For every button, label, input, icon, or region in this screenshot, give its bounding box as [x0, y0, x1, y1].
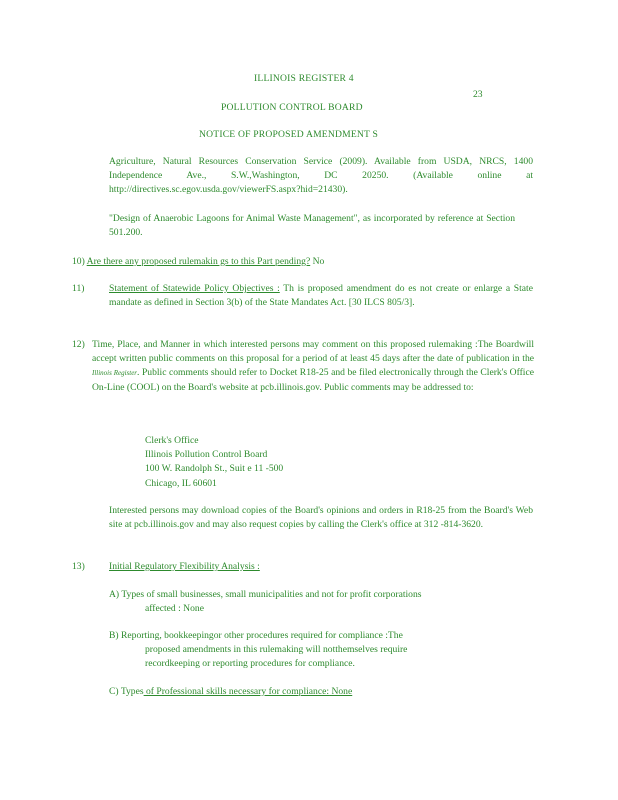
header-board: POLLUTION CONTROL BOARD [221, 102, 363, 113]
item-11-text: Th is proposed amendment do es not create or enlarge a State mandate as defined in Section 3(b) of the State Mandates Act. [30 ILCS 805/3]. [109, 283, 533, 309]
clerk-address [145, 434, 283, 491]
register-italic: Illinois Register [92, 369, 138, 378]
item-11-heading: Statement of Statewide Policy Objectives : [109, 283, 280, 294]
address-line: Chicago, IL 60601 [145, 477, 217, 489]
item-10-answer: No [312, 256, 325, 267]
item-12-text-b: . Public comments should refer to Docket R18-25 and be filed electronically through the Clerk's Office On-Line (COOL) on the Board's website at pcb.illinois.gov. Public comments may be addressed to: [92, 367, 534, 393]
lagoons-reference: "Design of Anaerobic Lagoons for Animal Waste Management", as incorporated by reference at Section 501.200. [109, 213, 515, 239]
item-13c-label: C) Types [109, 686, 144, 697]
item-13c-answer: None [329, 686, 353, 697]
page-number: 23 [473, 89, 483, 100]
item-10-question: Are there any proposed rulemakin gs to this Part pending? [86, 256, 311, 267]
item-12-text-a: Time, Place, and Manner in which interested persons may comment on this proposed rulemaking :The Boardwill accept written public comments on this proposal for a period of at least 45 days after the date of publication in the [92, 339, 534, 365]
item-13a: A) Types of small businesses, small municipalities and not for profit corporations [109, 589, 422, 600]
item-11-statement [109, 282, 533, 310]
header-register: ILLINOIS REGISTER 4 [254, 73, 354, 84]
download-notice: Interested persons may download copies of the Board's opinions and orders in R18-25 from the Board's Web site at pcb.illinois.gov and may also request copies by calling the Clerk's office at 312 -814-3620. [109, 505, 533, 531]
item-12-comment-text [92, 338, 534, 395]
item-10 [72, 255, 324, 269]
item-13c-text: of Professional skills necessary for compliance: [143, 686, 330, 697]
item-13-heading: Initial Regulatory Flexibility Analysis : [109, 561, 260, 572]
item-13c [109, 685, 352, 699]
item-12-number: 12) [72, 339, 85, 350]
item-13b: B) Reporting, bookkeepingor other procedures required for compliance :The [109, 630, 403, 641]
address-line: 100 W. Randolph St., Suit e 11 -500 [145, 463, 284, 475]
header-notice: NOTICE OF PROPOSED AMENDMENT S [199, 129, 379, 140]
item-13b-cont1: proposed amendments in this rulemaking will notthemselves require [145, 644, 408, 655]
address-line: Illinois Pollution Control Board [145, 449, 268, 461]
item-11-number: 11) [72, 283, 85, 294]
usda-reference: Agriculture, Natural Resources Conservation Service (2009). Available from USDA, NRCS, 1400 Independence Ave., S.W.,Washington, DC 20250. (Available online at http://directives.sc.egov.usda.gov/viewerFS.aspx?hid=21430). [109, 156, 533, 196]
item-13a-cont: affected : None [145, 603, 204, 614]
item-13-number: 13) [72, 561, 85, 572]
item-13b-cont2: recordkeeping or reporting procedures for compliance. [145, 658, 355, 669]
item-10-number: 10) [72, 256, 85, 267]
address-line: Clerk's Office [145, 435, 199, 446]
